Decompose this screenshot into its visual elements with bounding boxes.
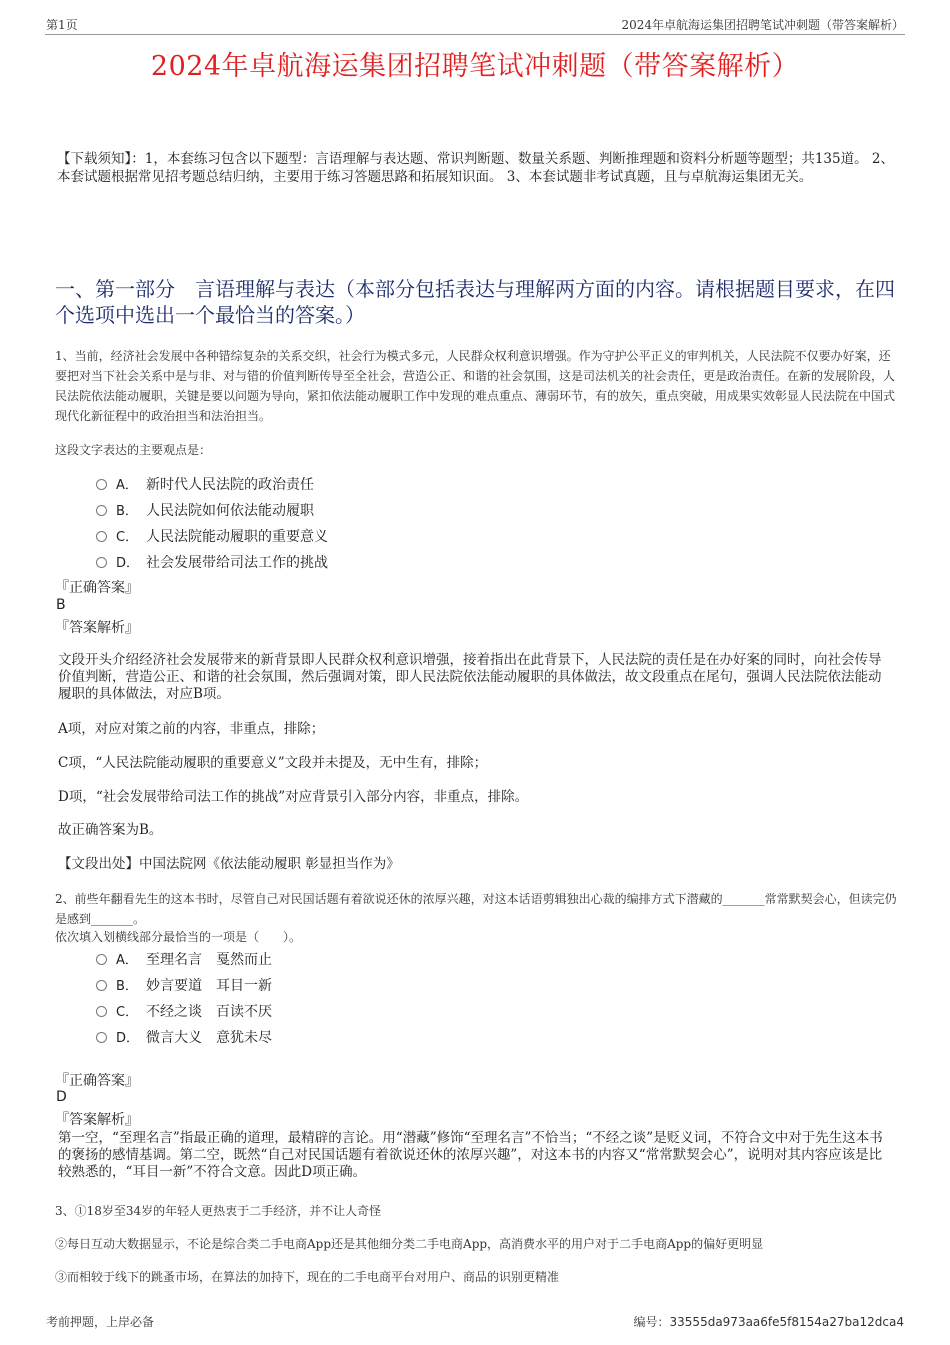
q3-line-2: ②每日互动大数据显示，不论是综合类二手电商App还是其他细分类二手电商App，高消费水平的用户对于二手电商App的偏好更明显: [55, 1237, 764, 1251]
footer-code-label: 编号：: [633, 1315, 670, 1329]
section-heading: 一、第一部分 言语理解与表达（本部分包括表达与理解两方面的内容。请根据题目要求，在四个选项中选出一个最恰当的答案。）: [55, 277, 895, 327]
footer-slogan: 考前押题，上岸必备: [46, 1315, 155, 1329]
q2-analysis-label: 『答案解析』: [55, 1112, 139, 1128]
footer-code-value: 33555da973aa6fe5f8154a27ba12dca4: [669, 1315, 904, 1329]
q1-analysis-c: C项，“人民法院能动履职的重要意义”文段并未提及，无中生有，排除；: [58, 755, 488, 771]
q2-answer: D: [56, 1089, 67, 1105]
radio-icon[interactable]: [96, 1006, 107, 1017]
q2-answer-label: 『正确答案』: [55, 1073, 139, 1089]
download-notice: 【下载须知】：1，本套练习包含以下题型：言语理解与表达题、常识判断题、数量关系题、判断推理题和资料分析题等题型；共135道。 2、本套试题根据常见招考题总结归纳，主要用于练习答题思路和拓展知识面。 3、本套试题非考试真题，且与卓航海运集团无关。: [57, 151, 894, 185]
header-title: 2024年卓航海运集团招聘笔试冲刺题（带答案解析）: [621, 18, 904, 32]
radio-icon[interactable]: [96, 1032, 107, 1043]
radio-icon[interactable]: [96, 531, 107, 542]
radio-icon[interactable]: [96, 980, 107, 991]
q1-analysis-d: D项，“社会发展带给司法工作的挑战”对应背景引入部分内容，非重点，排除。: [58, 789, 529, 805]
q2-option-c[interactable]: C． 不经之谈 百读不厌: [96, 1002, 272, 1022]
q2-text: 2、前些年翻看先生的这本书时，尽管自己对民国话题有着欲说还休的浓厚兴趣，对这本话语剪辑独出心裁的编排方式下潜藏的_______常常默契会心，但读完仍是感到_______。: [55, 892, 897, 926]
radio-icon[interactable]: [96, 479, 107, 490]
footer-code: [634, 1313, 904, 1330]
q1-option-c[interactable]: C． 人民法院能动履职的重要意义: [96, 527, 328, 547]
q3-line-1: 3、①18岁至34岁的年轻人更热衷于二手经济，并不让人奇怪: [55, 1204, 382, 1218]
q1-text: 1、当前，经济社会发展中各种错综复杂的关系交织，社会行为模式多元，人民群众权利意识增强。作为守护公平正义的审判机关，人民法院不仅要办好案，还要把对当下社会关系中是与非、对与错的价值判断传导至全社会，营造公正、和谐的社会氛围，这是司法机关的社会责任，更是政治责任。在新的发展阶段，人民法院依法能动履职，关键是要以问题为导向，紧扣依法能动履职工作中发现的难点重点、薄弱环节，有的放矢，重点突破，用成果实效彰显人民法院在中国式现代化新征程中的政治担当和法治担当。: [55, 349, 896, 423]
radio-icon[interactable]: [96, 557, 107, 568]
q1-answer: B: [56, 597, 66, 613]
q1-analysis-main: 文段开头介绍经济社会发展带来的新背景即人民群众权利意识增强，接着指出在此背景下，人民法院的责任是在办好案的同时，向社会传导价值判断，营造公正、和谐的社会氛围，然后强调对策，即人民法院依法能动履职的具体做法，故文段重点在尾句，强调人民法院依法能动履职的具体做法，对应B项。: [58, 652, 882, 702]
q1-source: 【文段出处】中国法院网《依法能动履职 彰显担当作为》: [58, 856, 400, 872]
q1-option-d[interactable]: D． 社会发展带给司法工作的挑战: [96, 553, 328, 573]
q1-option-b[interactable]: B． 人民法院如何依法能动履职: [96, 501, 314, 521]
radio-icon[interactable]: [96, 954, 107, 965]
q2-option-d[interactable]: D． 微言大义 意犹未尽: [96, 1028, 272, 1048]
q1-option-a[interactable]: A． 新时代人民法院的政治责任: [96, 475, 314, 495]
q1-answer-label: 『正确答案』: [55, 580, 139, 596]
document-title: 2024年卓航海运集团招聘笔试冲刺题（带答案解析）: [150, 51, 800, 82]
radio-icon[interactable]: [96, 505, 107, 516]
header-divider: [45, 34, 905, 35]
q2-prompt: 依次填入划横线部分最恰当的一项是（ ）。: [55, 930, 302, 944]
q1-analysis-conclusion: 故正确答案为B。: [58, 822, 163, 838]
q3-line-3: ③而相较于线下的跳蚤市场，在算法的加持下，现在的二手电商平台对用户、商品的识别更精准: [55, 1270, 560, 1284]
q2-analysis: 第一空，“至理名言”指最正确的道理，最精辟的言论。用“潜藏”修饰“至理名言”不恰当；“不经之谈”是贬义词，不符合文中对于先生这本书的褒扬的感情基调。第二空，既然“自己对民国话题有着欲说还休的浓厚兴趣”，对这本书的内容又“常常默契会心”，说明对其内容应该是比较熟悉的，“耳目一新”不符合文意。因此D项正确。: [58, 1130, 883, 1180]
q1-prompt: 这段文字表达的主要观点是：: [55, 443, 212, 457]
q1-analysis-label: 『答案解析』: [55, 620, 139, 636]
page-number: 第1页: [46, 18, 78, 32]
q2-option-b[interactable]: B． 妙言要道 耳目一新: [96, 976, 272, 996]
q2-option-a[interactable]: A． 至理名言 戛然而止: [96, 950, 272, 970]
q1-analysis-a: A项，对应对策之前的内容，非重点，排除；: [58, 721, 325, 737]
